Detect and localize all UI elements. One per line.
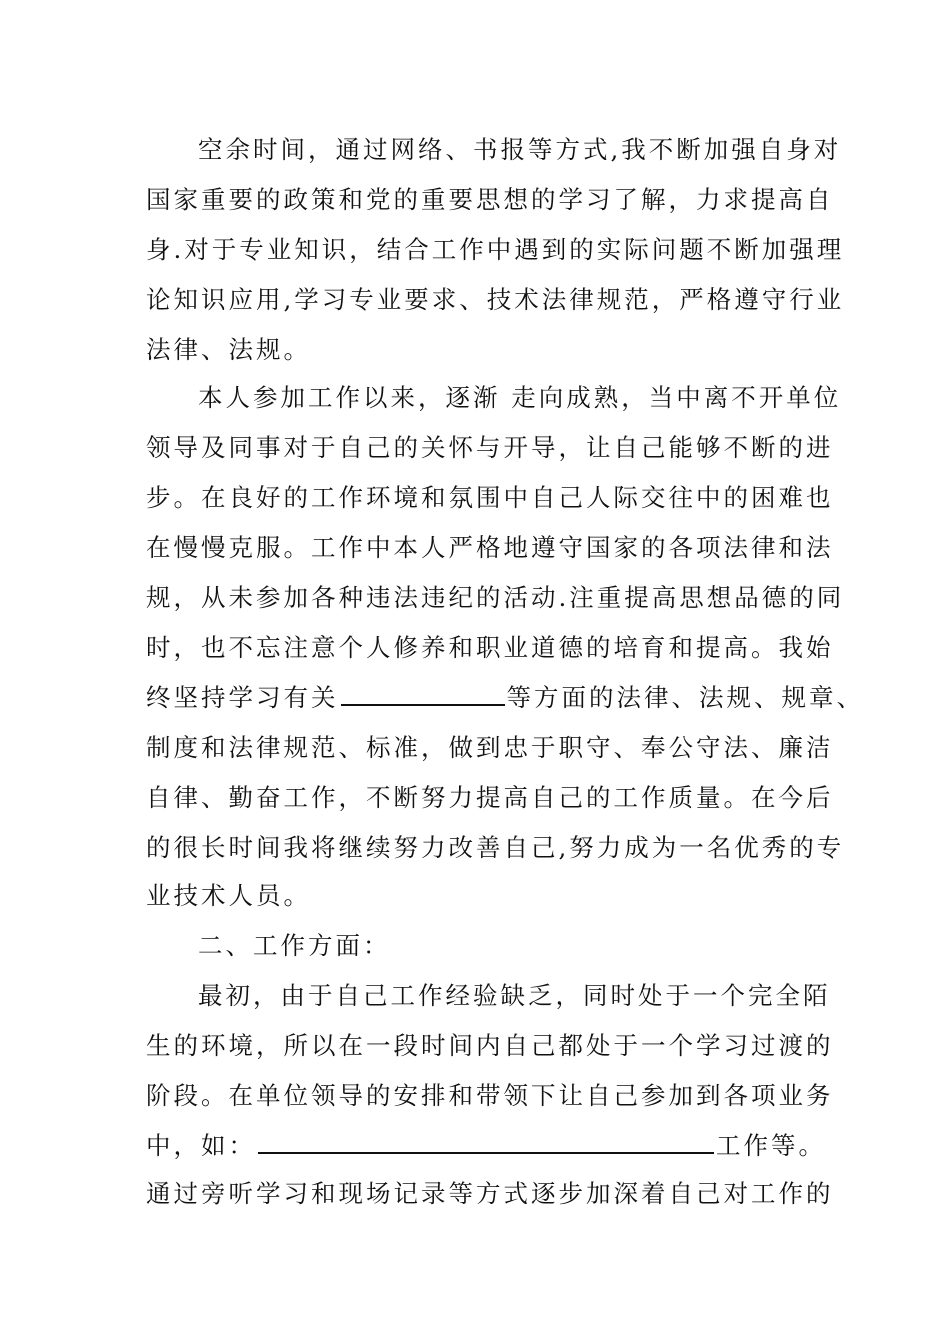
text-line: 在慢慢克服。工作中本人严格地遵守国家的各项法律和法 [146,533,834,562]
text-line-with-blank [146,1126,826,1166]
text-line: 规，从未参加各种违法违纪的活动.注重提高思想品德的同 [146,583,845,612]
text-line: 法律、法规。 [146,335,311,364]
text-line-with-blank [146,678,864,718]
text-line: 最初，由于自己工作经验缺乏，同时处于一个完全陌 [198,981,831,1010]
text-line: 论知识应用,学习专业要求、技术法律规范，严格遵守行业 [146,285,845,314]
text-line: 自律、勤奋工作，不断努力提高自己的工作质量。在今后 [146,783,834,812]
text-line: 领导及同事对于自己的关怀与开导，让自己能够不断的进 [146,433,834,462]
text-line: 本人参加工作以来，逐渐 走向成熟，当中离不开单位 [198,383,842,412]
fill-in-blank[interactable] [258,1126,714,1154]
text-line: 时，也不忘注意个人修养和职业道德的培育和提高。我始 [146,633,834,662]
section-heading: 二、工作方面： [198,931,391,960]
text-line: 业技术人员。 [146,881,311,910]
fill-in-blank[interactable] [341,678,505,706]
text-line: 制度和法律规范、标准，做到忠于职守、奉公守法、廉洁 [146,733,834,762]
text-line: 通过旁听学习和现场记录等方式逐步加深着自己对工作的 [146,1179,834,1208]
text-line: 生的环境，所以在一段时间内自己都处于一个学习过渡的 [146,1031,834,1060]
blank-after-text: 等方面的法律、法规、规章、 [506,683,864,712]
text-line: 国家重要的政策和党的重要思想的学习了解，力求提高自 [146,185,834,214]
text-line: 步。在良好的工作环境和氛围中自己人际交往中的困难也 [146,483,834,512]
blank-before-text: 中，如： [146,1131,256,1160]
text-line: 的很长时间我将继续努力改善自己,努力成为一名优秀的专 [146,833,845,862]
text-line: 空余时间，通过网络、书报等方式,我不断加强自身对 [198,135,842,164]
blank-before-text: 终坚持学习有关 [146,683,339,712]
text-line: 身.对于专业知识，结合工作中遇到的实际问题不断加强理 [146,235,845,264]
blank-after-text: 工作等。 [716,1131,826,1160]
text-line: 阶段。在单位领导的安排和带领下让自己参加到各项业务 [146,1081,834,1110]
